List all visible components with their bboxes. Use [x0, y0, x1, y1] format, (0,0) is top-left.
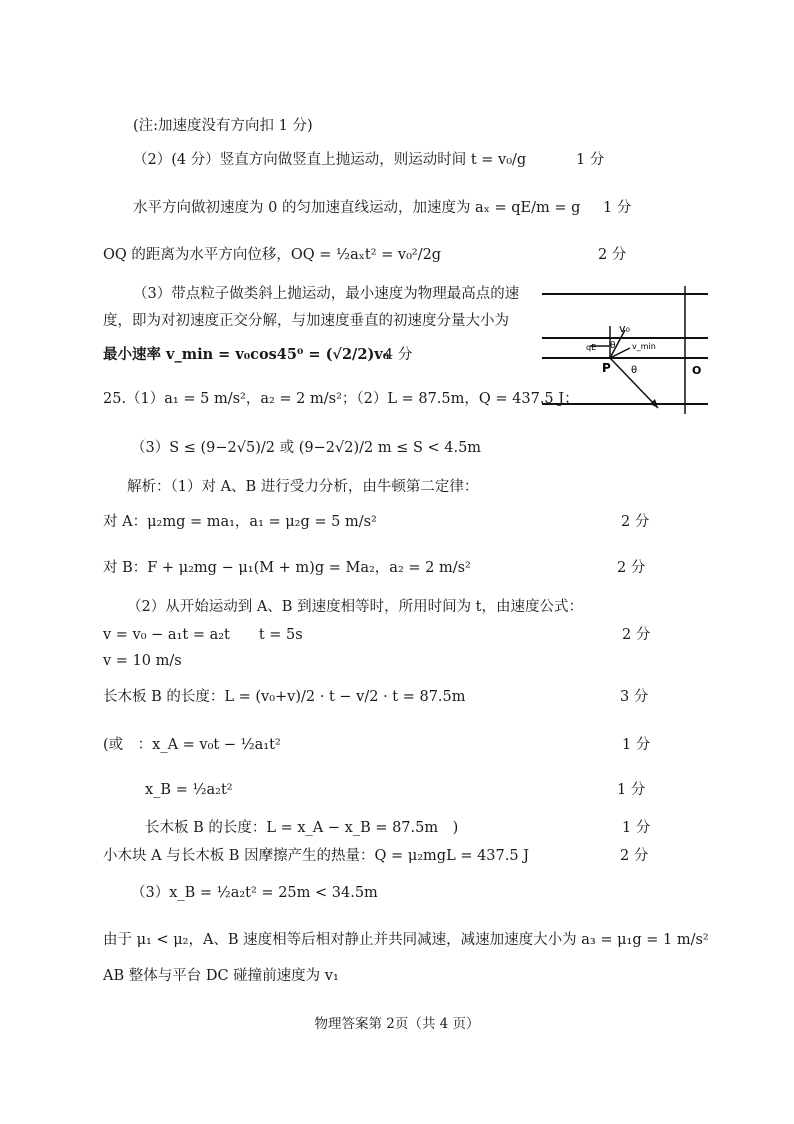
note-line: (注:加速度没有方向扣 1 分)	[133, 118, 313, 134]
qE-label: qE	[586, 343, 597, 352]
analysis-line: x_B = ½a₂t²	[145, 782, 233, 798]
analysis-line: 小木块 A 与长木板 B 因摩擦产生的热量：Q = μ₂mgL = 437.5 J	[103, 848, 530, 864]
solution-line: 水平方向做初速度为 0 的匀加速直线运动，加速度为 aₓ = qE/m = g	[133, 200, 581, 216]
analysis-line: 长木板 B 的长度：L = x_A − x_B = 87.5m )	[145, 820, 459, 836]
score-mark: 2 分	[617, 560, 646, 576]
theta-label: θ	[631, 365, 638, 376]
analysis-line: (或 ：x_A = v₀t − ½a₁t²	[103, 737, 281, 753]
analysis-line: v = 10 m/s	[103, 653, 182, 669]
analysis-line: v = v₀ − a₁t = a₂t t = 5s	[103, 627, 303, 643]
solution-line: OQ 的距离为水平方向位移，OQ = ½aₓt² = v₀²/2g	[103, 247, 442, 263]
solution-line: 最小速率 v_min = v₀cos45⁰ = (√2/2)v₀	[103, 346, 390, 363]
point-O-label: O	[692, 364, 702, 377]
score-mark: 1 分	[603, 200, 632, 216]
score-mark: 1 分	[622, 737, 651, 753]
score-mark: 2 分	[598, 247, 627, 263]
answer-line: 25.（1）a₁ = 5 m/s²，a₂ = 2 m/s²；（2）L = 87.5m，Q = 437.5 J；	[103, 391, 579, 407]
solution-line: 度，即为对初速度正交分解，与加速度垂直的初速度分量大小为	[103, 313, 509, 329]
analysis-line: 长木板 B 的长度：L = (v₀+v)/2 · t − v/2 · t = 87.5m	[103, 689, 466, 705]
solution-line: （2）(4 分）竖直方向做竖直上抛运动，则运动时间 t = v₀/g	[133, 152, 527, 168]
vmin-label: v_min	[632, 342, 656, 351]
analysis-line: （3）x_B = ½a₂t² = 25m < 34.5m	[131, 885, 378, 901]
score-mark: 3 分	[620, 689, 649, 705]
analysis-line: AB 整体与平台 DC 碰撞前速度为 v₁	[103, 968, 339, 984]
point-P-label: P	[602, 361, 611, 375]
answer-line: （3）S ≤ (9−2√5)/2 或 (9−2√2)/2 m ≤ S < 4.5m	[131, 440, 482, 456]
v0-label: v₀	[619, 322, 630, 335]
score-mark: 1 分	[622, 820, 651, 836]
score-mark: 4 分	[384, 347, 413, 363]
score-mark: 1 分	[576, 152, 605, 168]
score-mark: 2 分	[622, 627, 651, 643]
analysis-line: （2）从开始运动到 A、B 到速度相等时，所用时间为 t，由速度公式：	[127, 599, 584, 615]
analysis-line: 对 B：F + μ₂mg − μ₁(M + m)g = Ma₂，a₂ = 2 m/s²	[103, 560, 471, 576]
analysis-line: 由于 μ₁ < μ₂，A、B 速度相等后相对静止并共同减速，减速加速度大小为 a₃ = μ₁g = 1 m/s²	[103, 932, 709, 948]
theta-label: θ	[610, 341, 616, 351]
analysis-line: 对 A：μ₂mg = ma₁，a₁ = μ₂g = 5 m/s²	[103, 514, 377, 530]
score-mark: 2 分	[620, 848, 649, 864]
score-mark: 2 分	[621, 514, 650, 530]
solution-line: （3）带点粒子做类斜上抛运动，最小速度为物理最高点的速	[133, 286, 520, 302]
score-mark: 1 分	[617, 782, 646, 798]
analysis-line: 解析：（1）对 A、B 进行受力分析，由牛顿第二定律：	[127, 479, 479, 495]
page-footer: 物理答案第 2页（共 4 页）	[314, 1016, 480, 1032]
